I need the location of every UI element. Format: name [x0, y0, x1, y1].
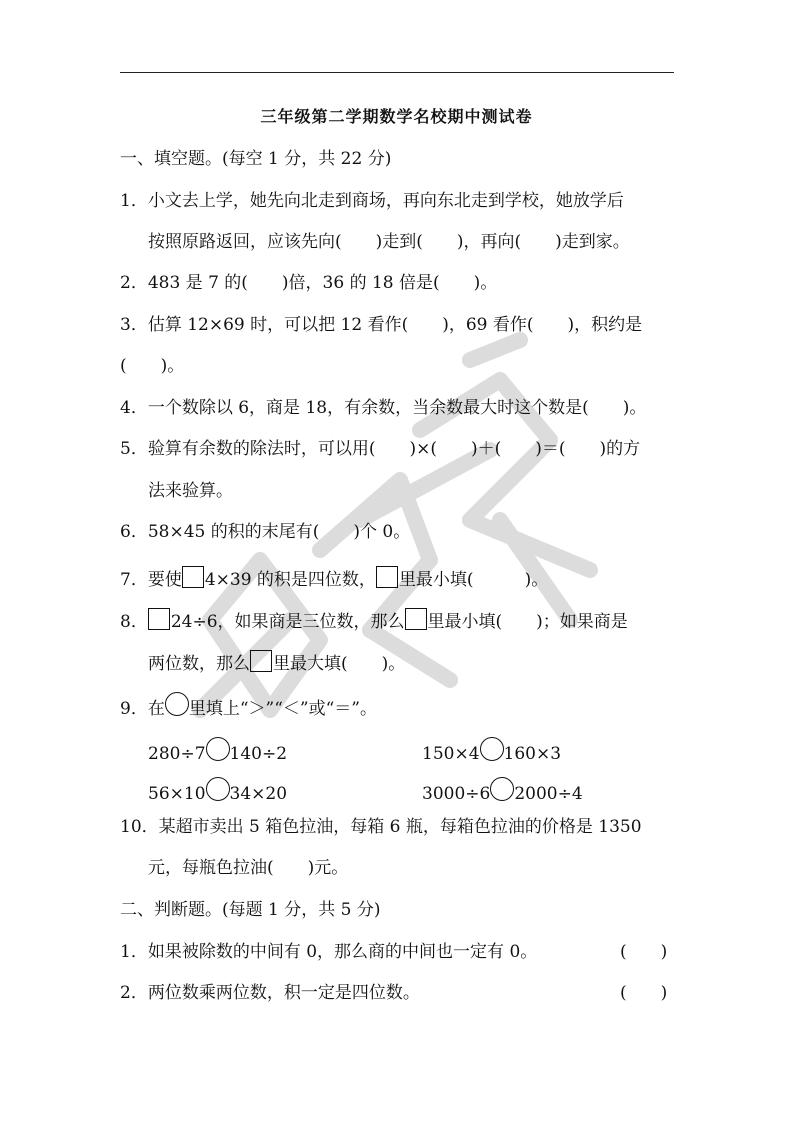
- q9-expr3: [148, 777, 287, 805]
- compare-circle[interactable]: [490, 777, 514, 801]
- q9-part2: 里填上“＞”“＜”或“＝”。: [188, 699, 377, 719]
- q9-part1: 9．在: [120, 699, 165, 719]
- judge-q1: 1．如果被除数的中间有 0，那么商的中间也一定有 0。: [120, 942, 538, 962]
- q7-part3: 里最小填( )。: [398, 570, 549, 590]
- answer-box[interactable]: [250, 650, 272, 672]
- compare-circle[interactable]: [480, 737, 504, 761]
- expr-right: 160×3: [503, 744, 562, 764]
- q8-part5: 里最大填( )。: [273, 654, 406, 674]
- q7-line: [120, 566, 548, 591]
- q8-part2: 24÷6，如果商是三位数，那么: [170, 612, 405, 632]
- q3-line1: 3．估算 12×69 时，可以把 12 看作( )，69 看作( )，积约是: [120, 315, 643, 335]
- q8-part4: 两位数，那么: [148, 654, 250, 674]
- compare-circle[interactable]: [206, 737, 230, 761]
- q7-part2: 4×39 的积是四位数，: [204, 570, 376, 590]
- q9-line: [120, 692, 377, 720]
- q9-expr4: [422, 777, 583, 805]
- judge-q2-answer[interactable]: ( ): [620, 983, 668, 1003]
- expr-right: 34×20: [229, 784, 288, 804]
- expr-left: 280÷7: [148, 744, 206, 764]
- answer-box[interactable]: [182, 566, 204, 588]
- q5-line2: 法来验算。: [148, 481, 233, 501]
- section2-heading: 二、判断题。(每题 1 分，共 5 分): [120, 900, 381, 920]
- q6-line: 6．58×45 的积的末尾有( )个 0。: [120, 522, 411, 542]
- exam-title: 三年级第二学期数学名校期中测试卷: [260, 107, 533, 126]
- header-rule: [120, 72, 674, 73]
- q8-line2: [148, 650, 405, 675]
- q8-part3: 里最小填( )；如果商是: [427, 612, 628, 632]
- q7-part1: 7．要使: [120, 570, 182, 590]
- q1-line2: 按照原路返回，应该先向( )走到( )，再向( )走到家。: [148, 232, 630, 252]
- answer-box[interactable]: [148, 608, 170, 630]
- q10-line2: 元，每瓶色拉油( )元。: [148, 858, 349, 878]
- q8-line1: [120, 608, 628, 633]
- section1-heading: 一、填空题。(每空 1 分，共 22 分): [120, 149, 392, 169]
- compare-circle[interactable]: [206, 777, 230, 801]
- q2-line: 2．483 是 7 的( )倍，36 的 18 倍是( )。: [120, 273, 498, 293]
- q10-line1: 10．某超市卖出 5 箱色拉油，每箱 6 瓶，每箱色拉油的价格是 1350: [120, 817, 642, 837]
- expr-left: 56×10: [148, 784, 206, 804]
- expr-right: 2000÷4: [514, 784, 583, 804]
- judge-q1-answer[interactable]: ( ): [620, 942, 668, 962]
- q4-line: 4．一个数除以 6，商是 18，有余数，当余数最大时这个数是( )。: [120, 398, 647, 418]
- q1-line1: 1．小文去上学，她先向北走到商场，再向东北走到学校，她放学后: [120, 191, 624, 211]
- q8-part1: 8．: [120, 612, 148, 632]
- answer-box[interactable]: [405, 608, 427, 630]
- expr-right: 140÷2: [229, 744, 288, 764]
- q9-expr2: [422, 737, 561, 765]
- answer-box[interactable]: [376, 566, 398, 588]
- q9-expr1: [148, 737, 287, 765]
- q5-line1: 5．验算有余数的除法时，可以用( )×( )＋( )＝( )的方: [120, 439, 641, 459]
- expr-left: 150×4: [422, 744, 480, 764]
- q3-line2: ( )。: [120, 356, 185, 376]
- judge-q2: 2．两位数乘两位数，积一定是四位数。: [120, 983, 420, 1003]
- compare-circle[interactable]: [165, 692, 189, 716]
- expr-left: 3000÷6: [422, 784, 491, 804]
